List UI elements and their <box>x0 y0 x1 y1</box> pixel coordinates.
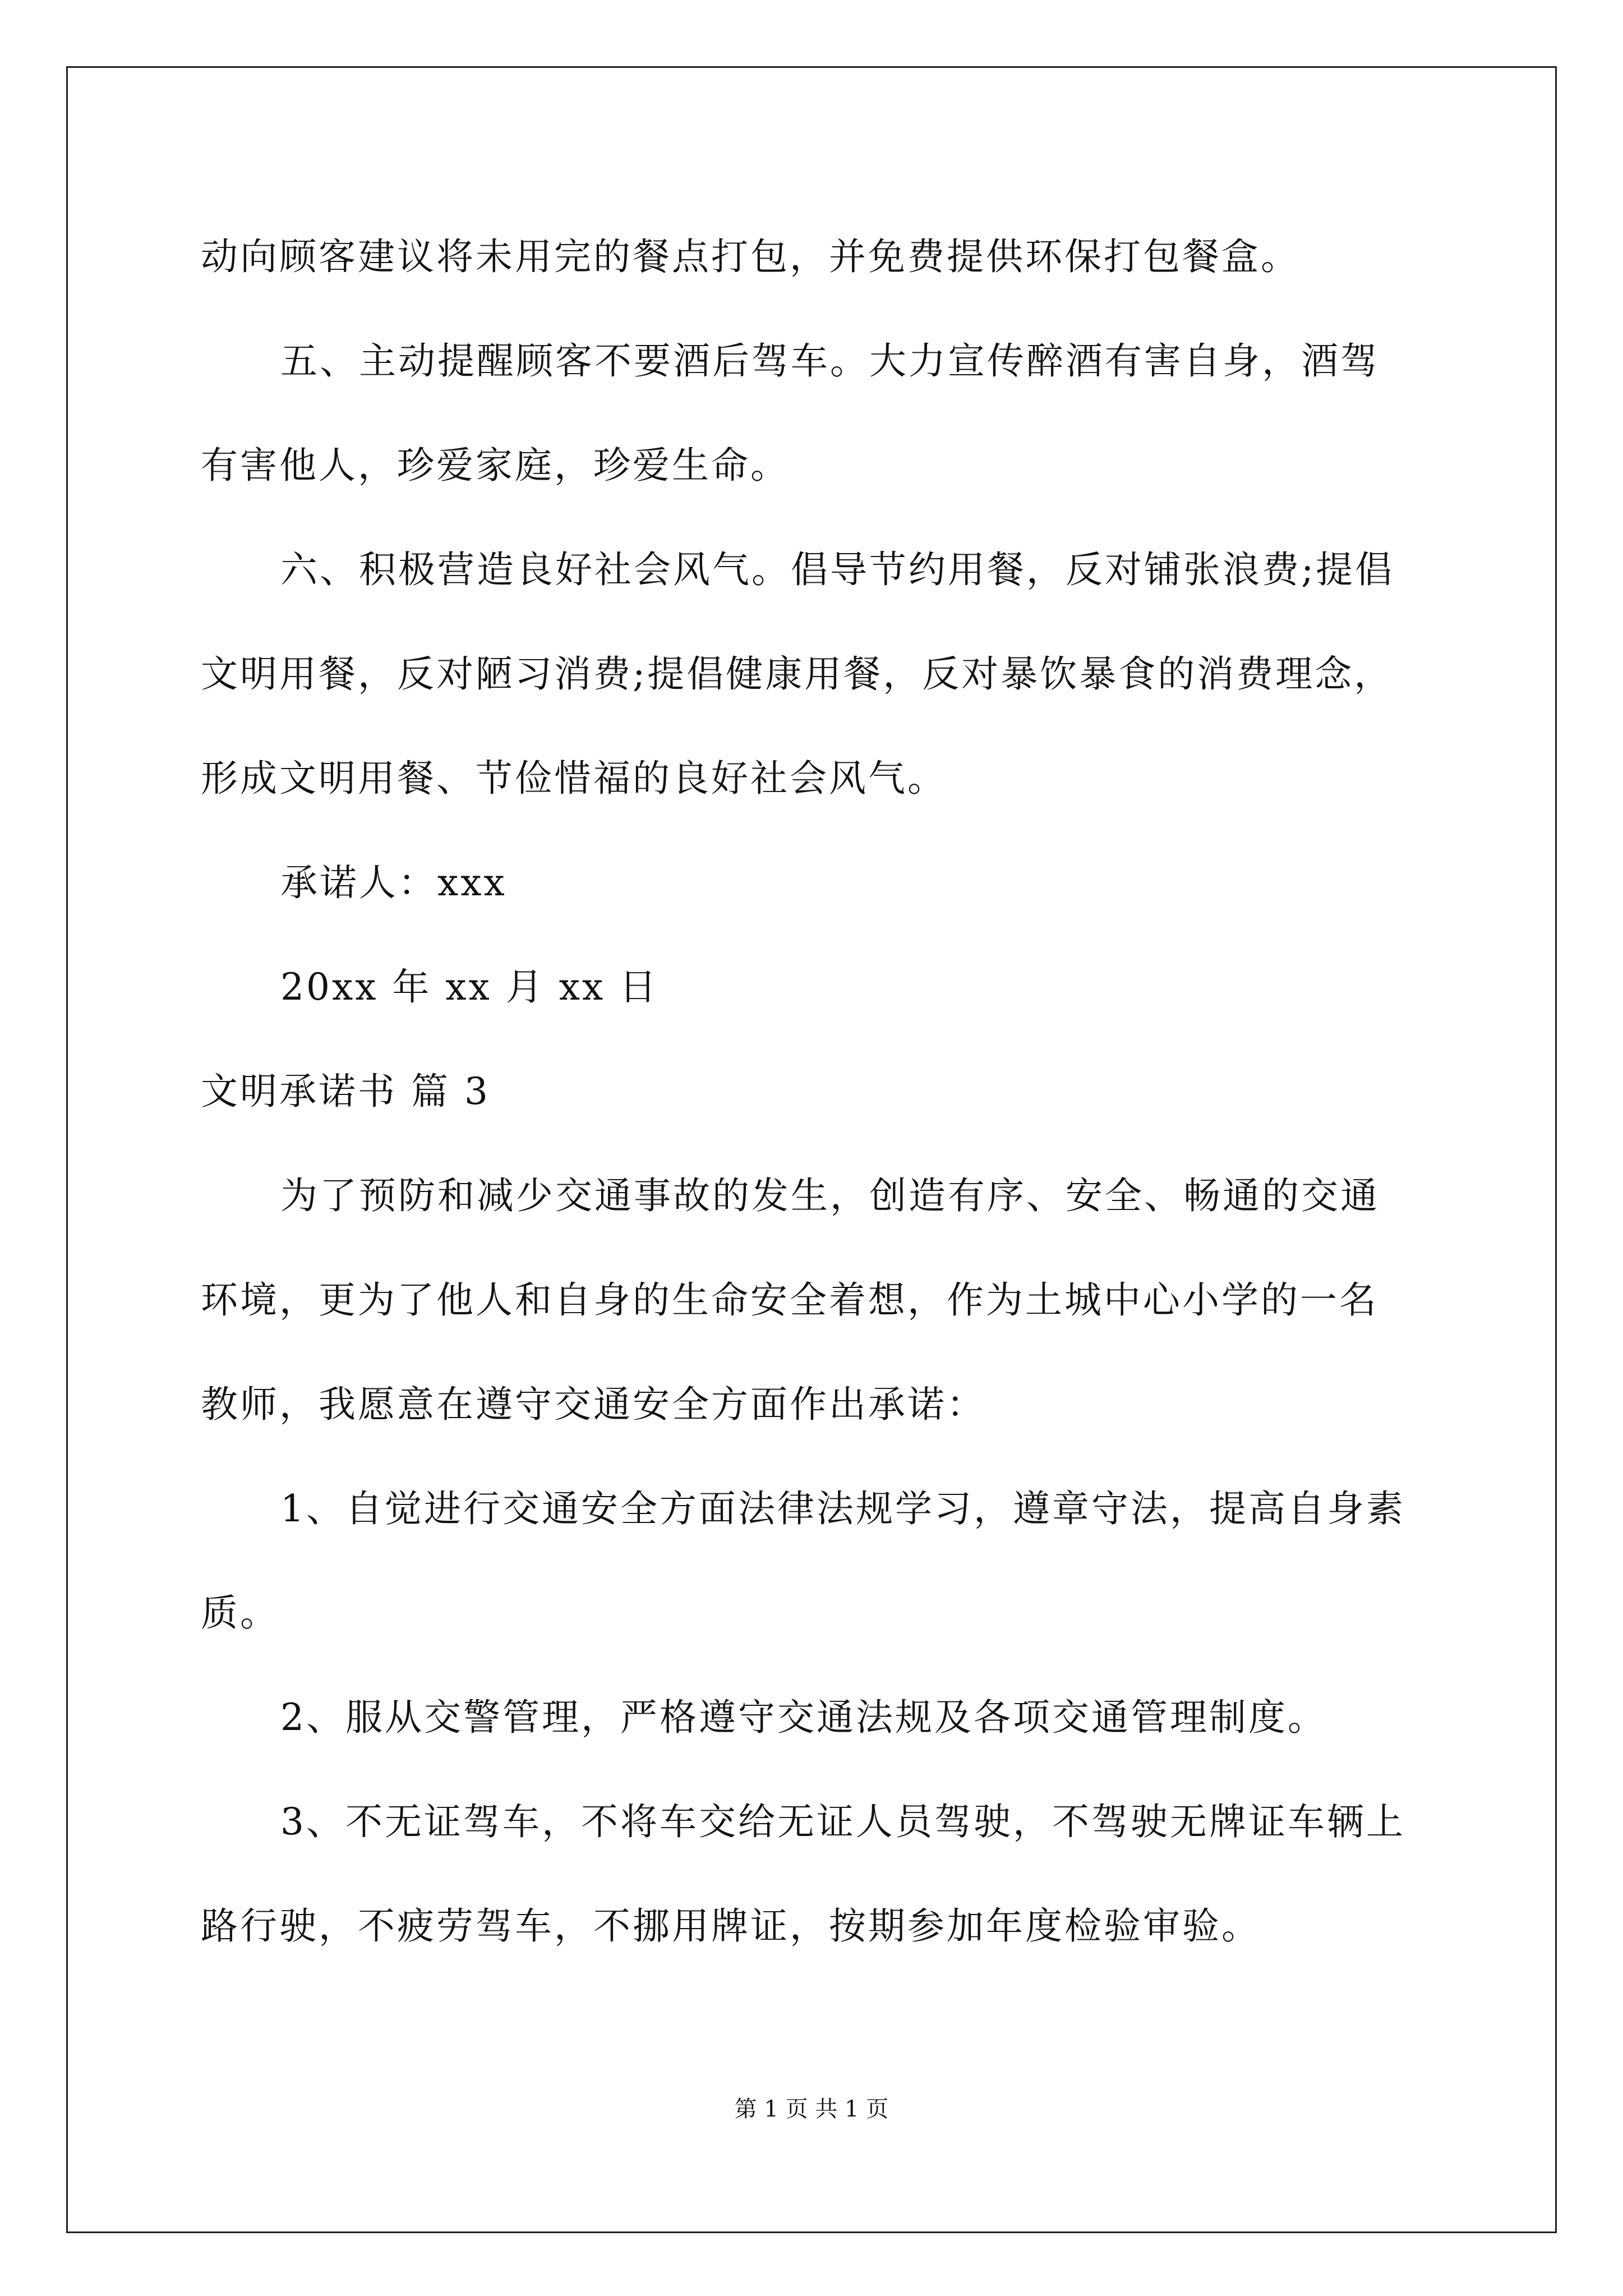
paragraph-line: 质。 <box>201 1591 279 1635</box>
paragraph-line: 五、主动提醒顾客不要酒后驾车。大力宣传醉酒有害自身，酒驾 <box>280 339 1380 383</box>
paragraph-line: 有害他人，珍爱家庭，珍爱生命。 <box>201 444 790 487</box>
paragraph-line: 2、服从交警管理，严格遵守交通法规及各项交通管理制度。 <box>280 1696 1327 1739</box>
paragraph-line: 1、自觉进行交通安全方面法律法规学习，遵章守法，提高自身素 <box>280 1487 1405 1530</box>
paragraph-line: 路行驶，不疲劳驾车，不挪用牌证，按期参加年度检验审验。 <box>201 1904 1261 1948</box>
signature-line: 承诺人：xxx <box>280 861 507 904</box>
paragraph-line: 六、积极营造良好社会风气。倡导节约用餐，反对铺张浪费;提倡 <box>280 548 1395 591</box>
paragraph-line: 动向顾客建议将未用完的餐点打包，并免费提供环保打包餐盒。 <box>201 235 1300 278</box>
paragraph-line: 形成文明用餐、节俭惜福的良好社会风气。 <box>201 757 947 800</box>
page-footer: 第 1 页 共 1 页 <box>734 2096 889 2122</box>
paragraph-line: 教师，我愿意在遵守交通安全方面作出承诺： <box>201 1383 986 1426</box>
date-line: 20xx 年 xx 月 xx 日 <box>280 965 659 1009</box>
paragraph-line: 文明用餐，反对陋习消费;提倡健康用餐，反对暴饮暴食的消费理念， <box>201 652 1394 696</box>
paragraph-line: 为了预防和减少交通事故的发生，创造有序、安全、畅通的交通 <box>280 1174 1380 1217</box>
paragraph-line: 3、不无证驾车，不将车交给无证人员驾驶，不驾驶无牌证车辆上 <box>280 1800 1405 1843</box>
paragraph-line: 环境，更为了他人和自身的生命安全着想，作为土城中心小学的一名 <box>201 1278 1378 1322</box>
section-heading: 文明承诺书 篇 3 <box>201 1070 490 1113</box>
